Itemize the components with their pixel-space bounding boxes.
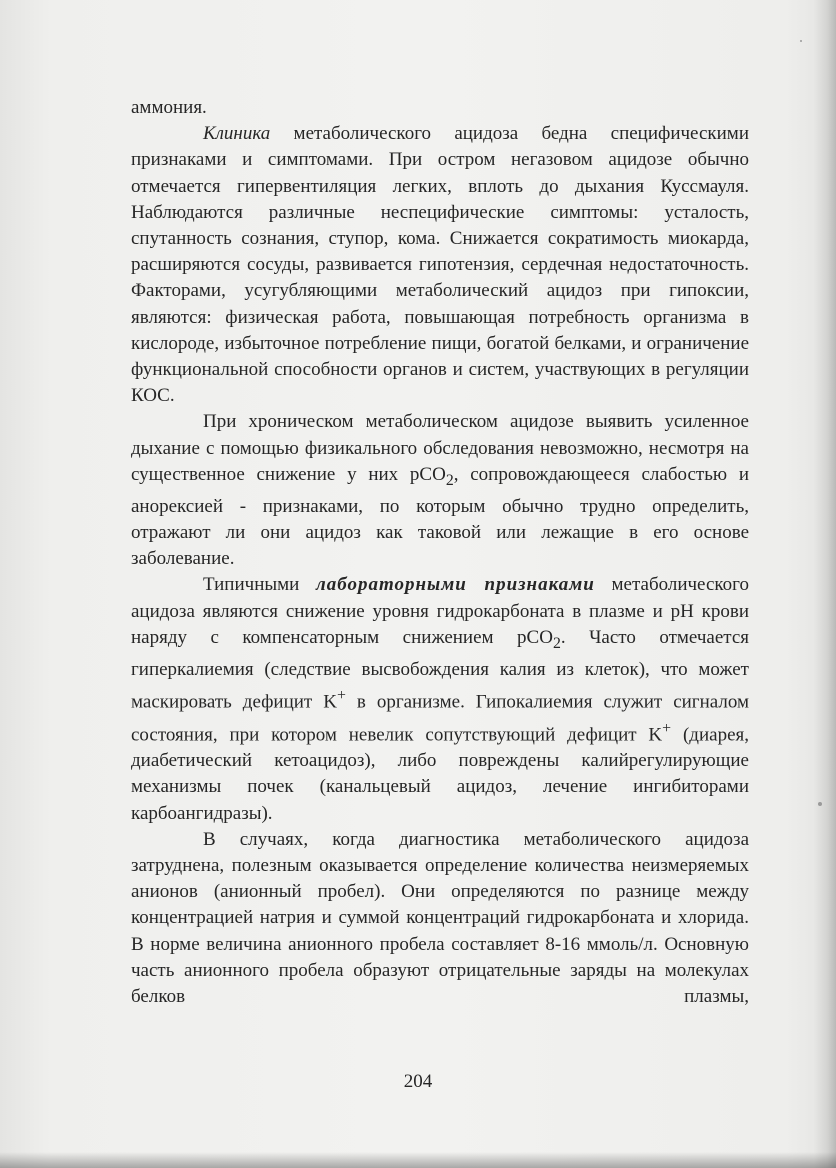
paragraph-chronic: При хроническом метаболическом ацидозе выявить усиленное дыхание с помощью физикального обследования невозможно, несмотря на существенное снижение у них pCO$_2$, сопровождающееся слабостью и анорексией - признаками, по которым обычно трудно определить, отражают ли они ацидоз как таковой или лежащие в его основе заболевание. [131, 411, 749, 570]
paragraph-anion-gap: В случаях, когда диагностика метаболического ацидоза затруднена, полезным оказывается определение количества неизмеряемых анионов (анионный пробел). Они определяются по разнице между концентрацией натрия и суммой концентраций гидрокарбоната и хлорида. В норме величина анионного пробела составляет 8-16 ммоль/л. Основную часть анионного пробела образуют отрицательные заряды на молекулах белков плазмы, [131, 828, 749, 1007]
scan-speck [818, 802, 822, 806]
body-text [131, 95, 749, 1010]
paragraph-continuation: аммония. [131, 97, 207, 118]
term-lab-signs: лабораторными признаками [316, 574, 595, 596]
page-edge-shadow-bottom [0, 1152, 836, 1168]
page-number: 204 [403, 1071, 433, 1092]
page-edge-shadow-right [814, 0, 836, 1168]
paragraph-lab-signs: Типичными лабораторными признаками метаболического ацидоза являются снижение уровня гидрокарбоната в плазме и pH крови наряду с компенсаторным снижением pCO$_2$. Часто отмечается гиперкалиемия (следствие высвобождения калия из клеток), что может маскировать дефицит K+ в организме. Гипокалиемия служит сигналом состояния, при котором невелик сопутствующий дефицит K+ (диарея, диабетический кетоацидоз), либо повреждены калийрегулирующие механизмы почек (канальцевый ацидоз, лечение ингибиторами карбоангидразы). [131, 574, 749, 824]
scan-speck [800, 40, 802, 42]
term-clinic: Клиника [203, 123, 271, 145]
paragraph-clinic: Клиника метаболического ацидоза бедна специфическими признаками и симптомами. При остром негазовом ацидозе обычно отмечается гипервентиляция легких, вплоть до дыхания Куссмауля. Наблюдаются различные неспецифические симптомы: усталость, спутанность сознания, ступор, кома. Снижается сократимость миокарда, расширяются сосуды, развивается гипотензия, сердечная недостаточность. Факторами, усугубляющими метаболический ацидоз при гипоксии, являются: физическая работа, повышающая потребность организма в кислороде, избыточное потребление пищи, богатой белками, и ограничение функциональной способности органов и систем, участвующих в регуляции КОС. [131, 123, 749, 407]
